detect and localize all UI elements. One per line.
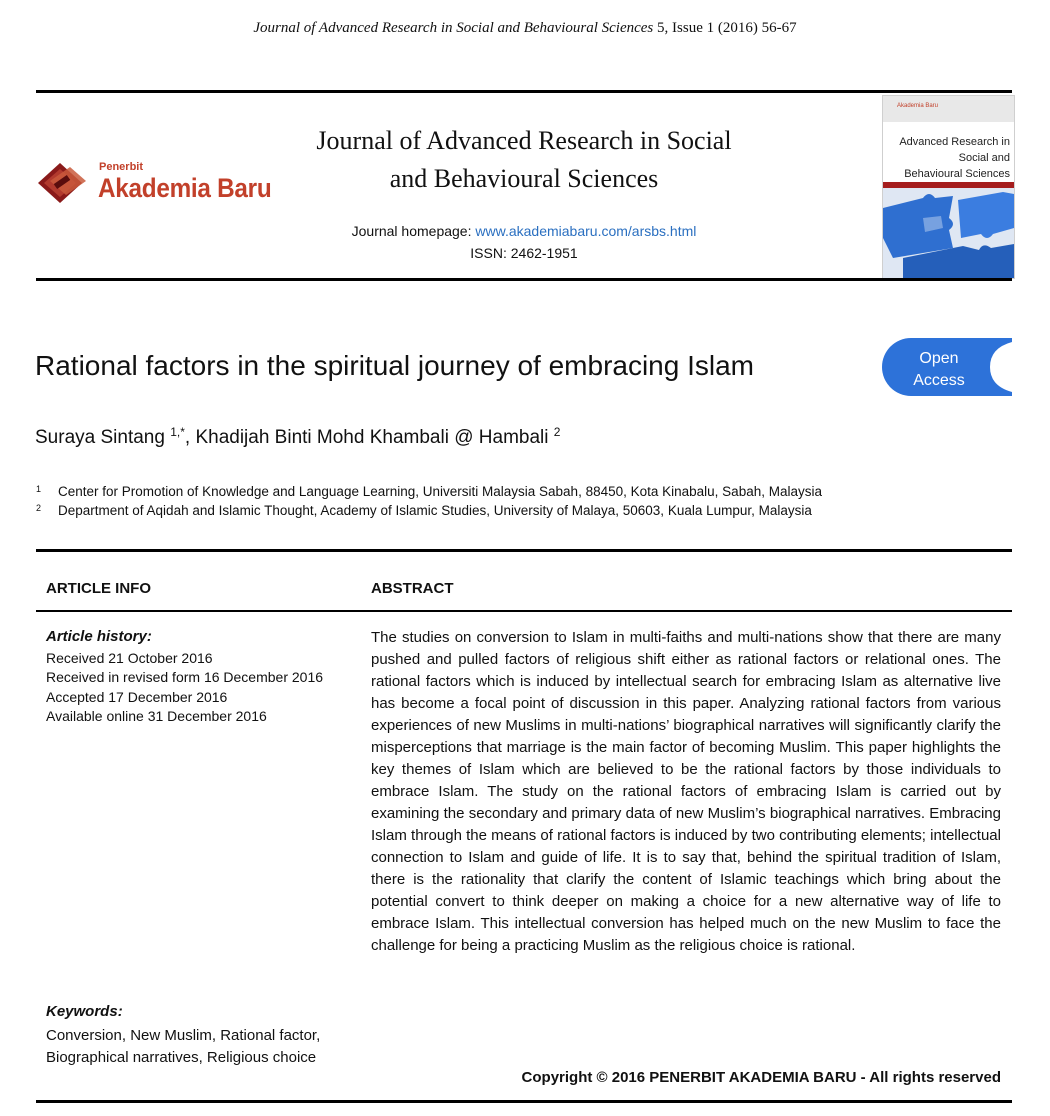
header-bottom-rule	[36, 278, 1012, 281]
running-header	[0, 20, 1050, 37]
open-access-line2: Access	[913, 372, 965, 389]
history-item: Available online 31 December 2016	[46, 708, 267, 724]
cover-logo-text: Akademia Baru	[897, 103, 939, 109]
affiliation-1	[36, 484, 822, 499]
header-top-rule	[36, 90, 1012, 93]
running-header-journal: Journal of Advanced Research in Social and Behavioural Sciences	[253, 20, 654, 36]
cover-top-band	[883, 96, 1014, 122]
journal-title-line2: and Behavioural Sciences	[389, 164, 659, 193]
cover-title-line2: Social and	[958, 152, 1010, 164]
keywords-label: Keywords:	[46, 1003, 123, 1020]
info-mid-rule	[36, 610, 1012, 612]
homepage-link[interactable]: www.akademiabaru.com/arsbs.html	[475, 223, 697, 239]
abstract-body: The studies on conversion to Islam in multi-faiths and multi-nations show that there are many pushed and pulled factors of religious shift either as rational factors or relational ones. The rational factors which is induced by intellectual search for embracing Islam as alternative live has become a focal point of discussion in this paper. Analyzing rational factors from various experiences of new Muslims in multi-nations’ biographical narratives will significantly clarify the misperceptions that marriage is the main factor of becoming Muslim. This paper highlights the key themes of Islam which are believed to be the rational factors by those individuals to embrace Islam. The study on the rational factors of embracing Islam is carried out by examining the secondary and primary data of new Muslim’s biographical narratives. Embracing Islam through the means of rational factors is induced by two contributing elements; intellectual connection to Islam and guide of life. It is to say that, behind the spiritual tradition of Islam, there is the rationality that clarify the content of Islamic teachings which bring about the potential convert to think deeper on making a choice for a new alternative way of life to embrace Islam. This intellectual conversion has helped much on the new Muslim to face the challenge for being a practicing Muslim as the religious choice is rational.	[371, 629, 1001, 954]
open-access-label	[896, 348, 982, 392]
open-access-line1: Open	[919, 350, 959, 367]
affiliation-text: Department of Aqidah and Islamic Thought, Academy of Islamic Studies, University of Malaya, 50603, Kuala Lumpur, Malaysia	[58, 503, 812, 518]
cover-title	[890, 134, 1010, 182]
article-history-label: Article history:	[46, 628, 152, 645]
footer-rule	[36, 1100, 1012, 1103]
journal-cover-thumbnail	[882, 95, 1015, 279]
affiliation-number: 1	[36, 484, 42, 494]
article-info-heading: ARTICLE INFO	[46, 580, 151, 597]
abstract-heading: ABSTRACT	[371, 580, 454, 597]
publisher-name: Akademia Baru	[98, 173, 272, 203]
issn: ISSN: 2462-1951	[470, 245, 578, 261]
affiliation-text: Center for Promotion of Knowledge and Language Learning, Universiti Malaysia Sabah, 88450, Kota Kinabalu, Sabah, Malaysia	[58, 484, 822, 499]
history-item: Received 21 October 2016	[46, 650, 213, 666]
cover-title-line3: Behavioural Sciences	[904, 168, 1010, 180]
cover-title-line1: Advanced Research in	[899, 136, 1010, 148]
author-1: Suraya Sintang	[35, 427, 171, 448]
article-title: Rational factors in the spiritual journey of embracing Islam	[35, 350, 755, 381]
history-item: Received in revised form 16 December 2016	[46, 669, 324, 685]
homepage-label: Journal homepage:	[351, 223, 476, 239]
author-2: , Khadijah Binti Mohd Khambali @ Hambali	[184, 427, 554, 448]
authors	[35, 427, 560, 449]
affiliation-number: 2	[36, 503, 42, 513]
running-header-issue: 5, Issue 1 (2016) 56-67	[653, 20, 797, 36]
journal-title-line1: Journal of Advanced Research in Social	[316, 126, 732, 155]
puzzle-image-icon	[883, 188, 1014, 278]
author-2-marker: 2	[553, 425, 561, 439]
publisher-small-label: Penerbit	[99, 161, 144, 173]
journal-title	[240, 122, 808, 198]
keywords-body: Conversion, New Muslim, Rational factor, Biographical narratives, Religious choice	[46, 1027, 321, 1066]
history-item: Accepted 17 December 2016	[46, 689, 228, 705]
journal-homepage	[240, 223, 808, 239]
affiliation-2	[36, 503, 812, 518]
info-top-rule	[36, 549, 1012, 552]
author-1-marker: 1,*	[170, 425, 185, 439]
copyright-notice: Copyright © 2016 PENERBIT AKADEMIA BARU - All rights reserved	[521, 1069, 1001, 1086]
